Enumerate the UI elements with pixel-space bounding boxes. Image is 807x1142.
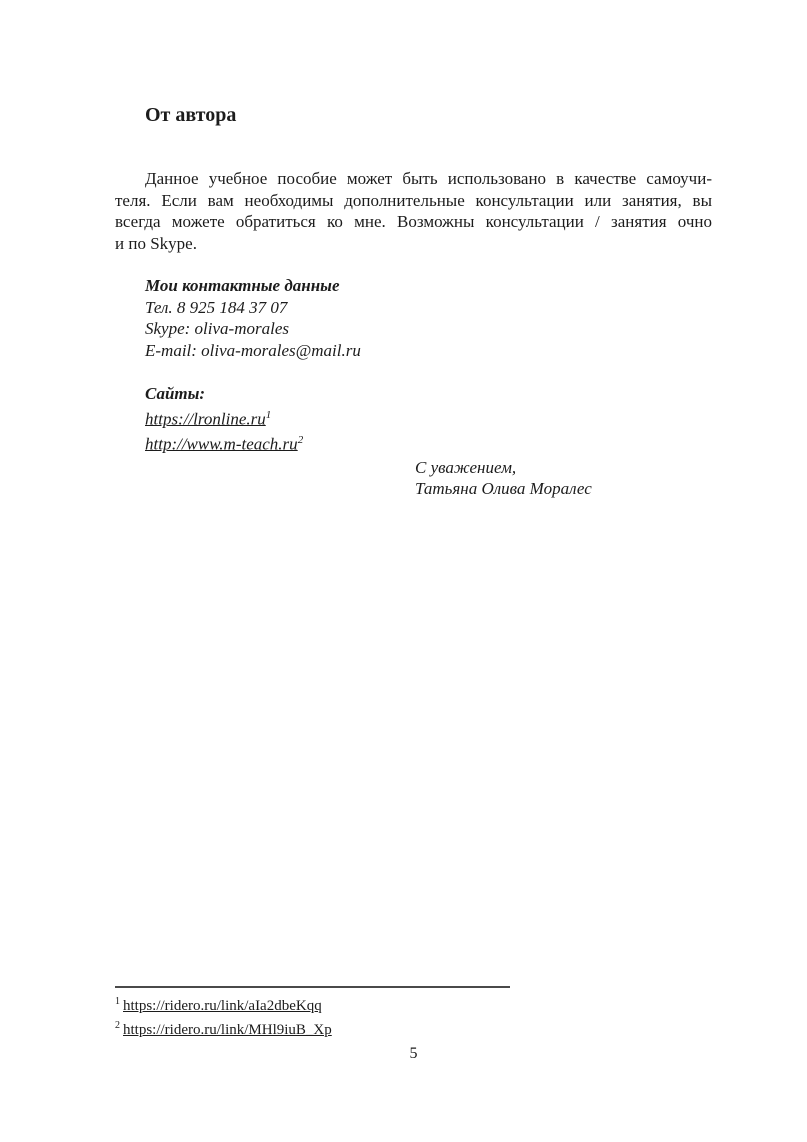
footnote-2 — [115, 1016, 510, 1040]
contacts-block — [145, 275, 712, 361]
sites-title: Сайты: — [145, 384, 206, 403]
contact-skype: Skype: oliva-morales — [145, 319, 289, 338]
contacts-title: Мои контактные данные — [145, 276, 340, 295]
footnote-ref-2: 2 — [297, 433, 304, 446]
intro-paragraph — [115, 168, 712, 254]
section-heading: От автора — [145, 104, 237, 126]
footnote-separator — [115, 986, 510, 988]
footnote-ref-1: 1 — [265, 408, 272, 421]
paragraph-line: и по Skype. — [115, 233, 197, 253]
contact-phone: Тел. 8 925 184 37 07 — [145, 297, 288, 317]
signature-block — [415, 457, 712, 500]
footnote-marker: 2 — [115, 1020, 120, 1031]
paragraph-line: теля. Если вам необходимы дополнительные консультации или занятия, вы — [115, 190, 712, 210]
paragraph-line: Данное учебное пособие может быть использовано в качестве самоучи- — [145, 169, 712, 188]
footnote-link-1[interactable]: https://ridero.ru/link/aIa2dbeKqq — [123, 998, 322, 1014]
signature-author-name: Татьяна Олива Моралес — [415, 479, 592, 499]
signature-salutation: С уважением, — [415, 457, 517, 477]
paragraph-line: всегда можете обратиться ко мне. Возможны консультации / занятия очно — [115, 212, 712, 231]
footnotes-block — [115, 986, 510, 1040]
footnote-link-2[interactable]: https://ridero.ru/link/MHl9iuB_Xp — [123, 1022, 332, 1038]
site-link-lronline[interactable]: https://lronline.ru — [145, 409, 266, 429]
footnote-1 — [115, 992, 510, 1016]
sites-block — [145, 383, 712, 455]
contact-email: E-mail: oliva-morales@mail.ru — [145, 340, 361, 360]
footnote-marker: 1 — [115, 996, 120, 1007]
site-line — [145, 405, 712, 430]
site-line — [145, 430, 712, 455]
site-link-m-teach[interactable]: http://www.m-teach.ru — [145, 434, 298, 454]
page-number: 5 — [409, 1045, 418, 1062]
